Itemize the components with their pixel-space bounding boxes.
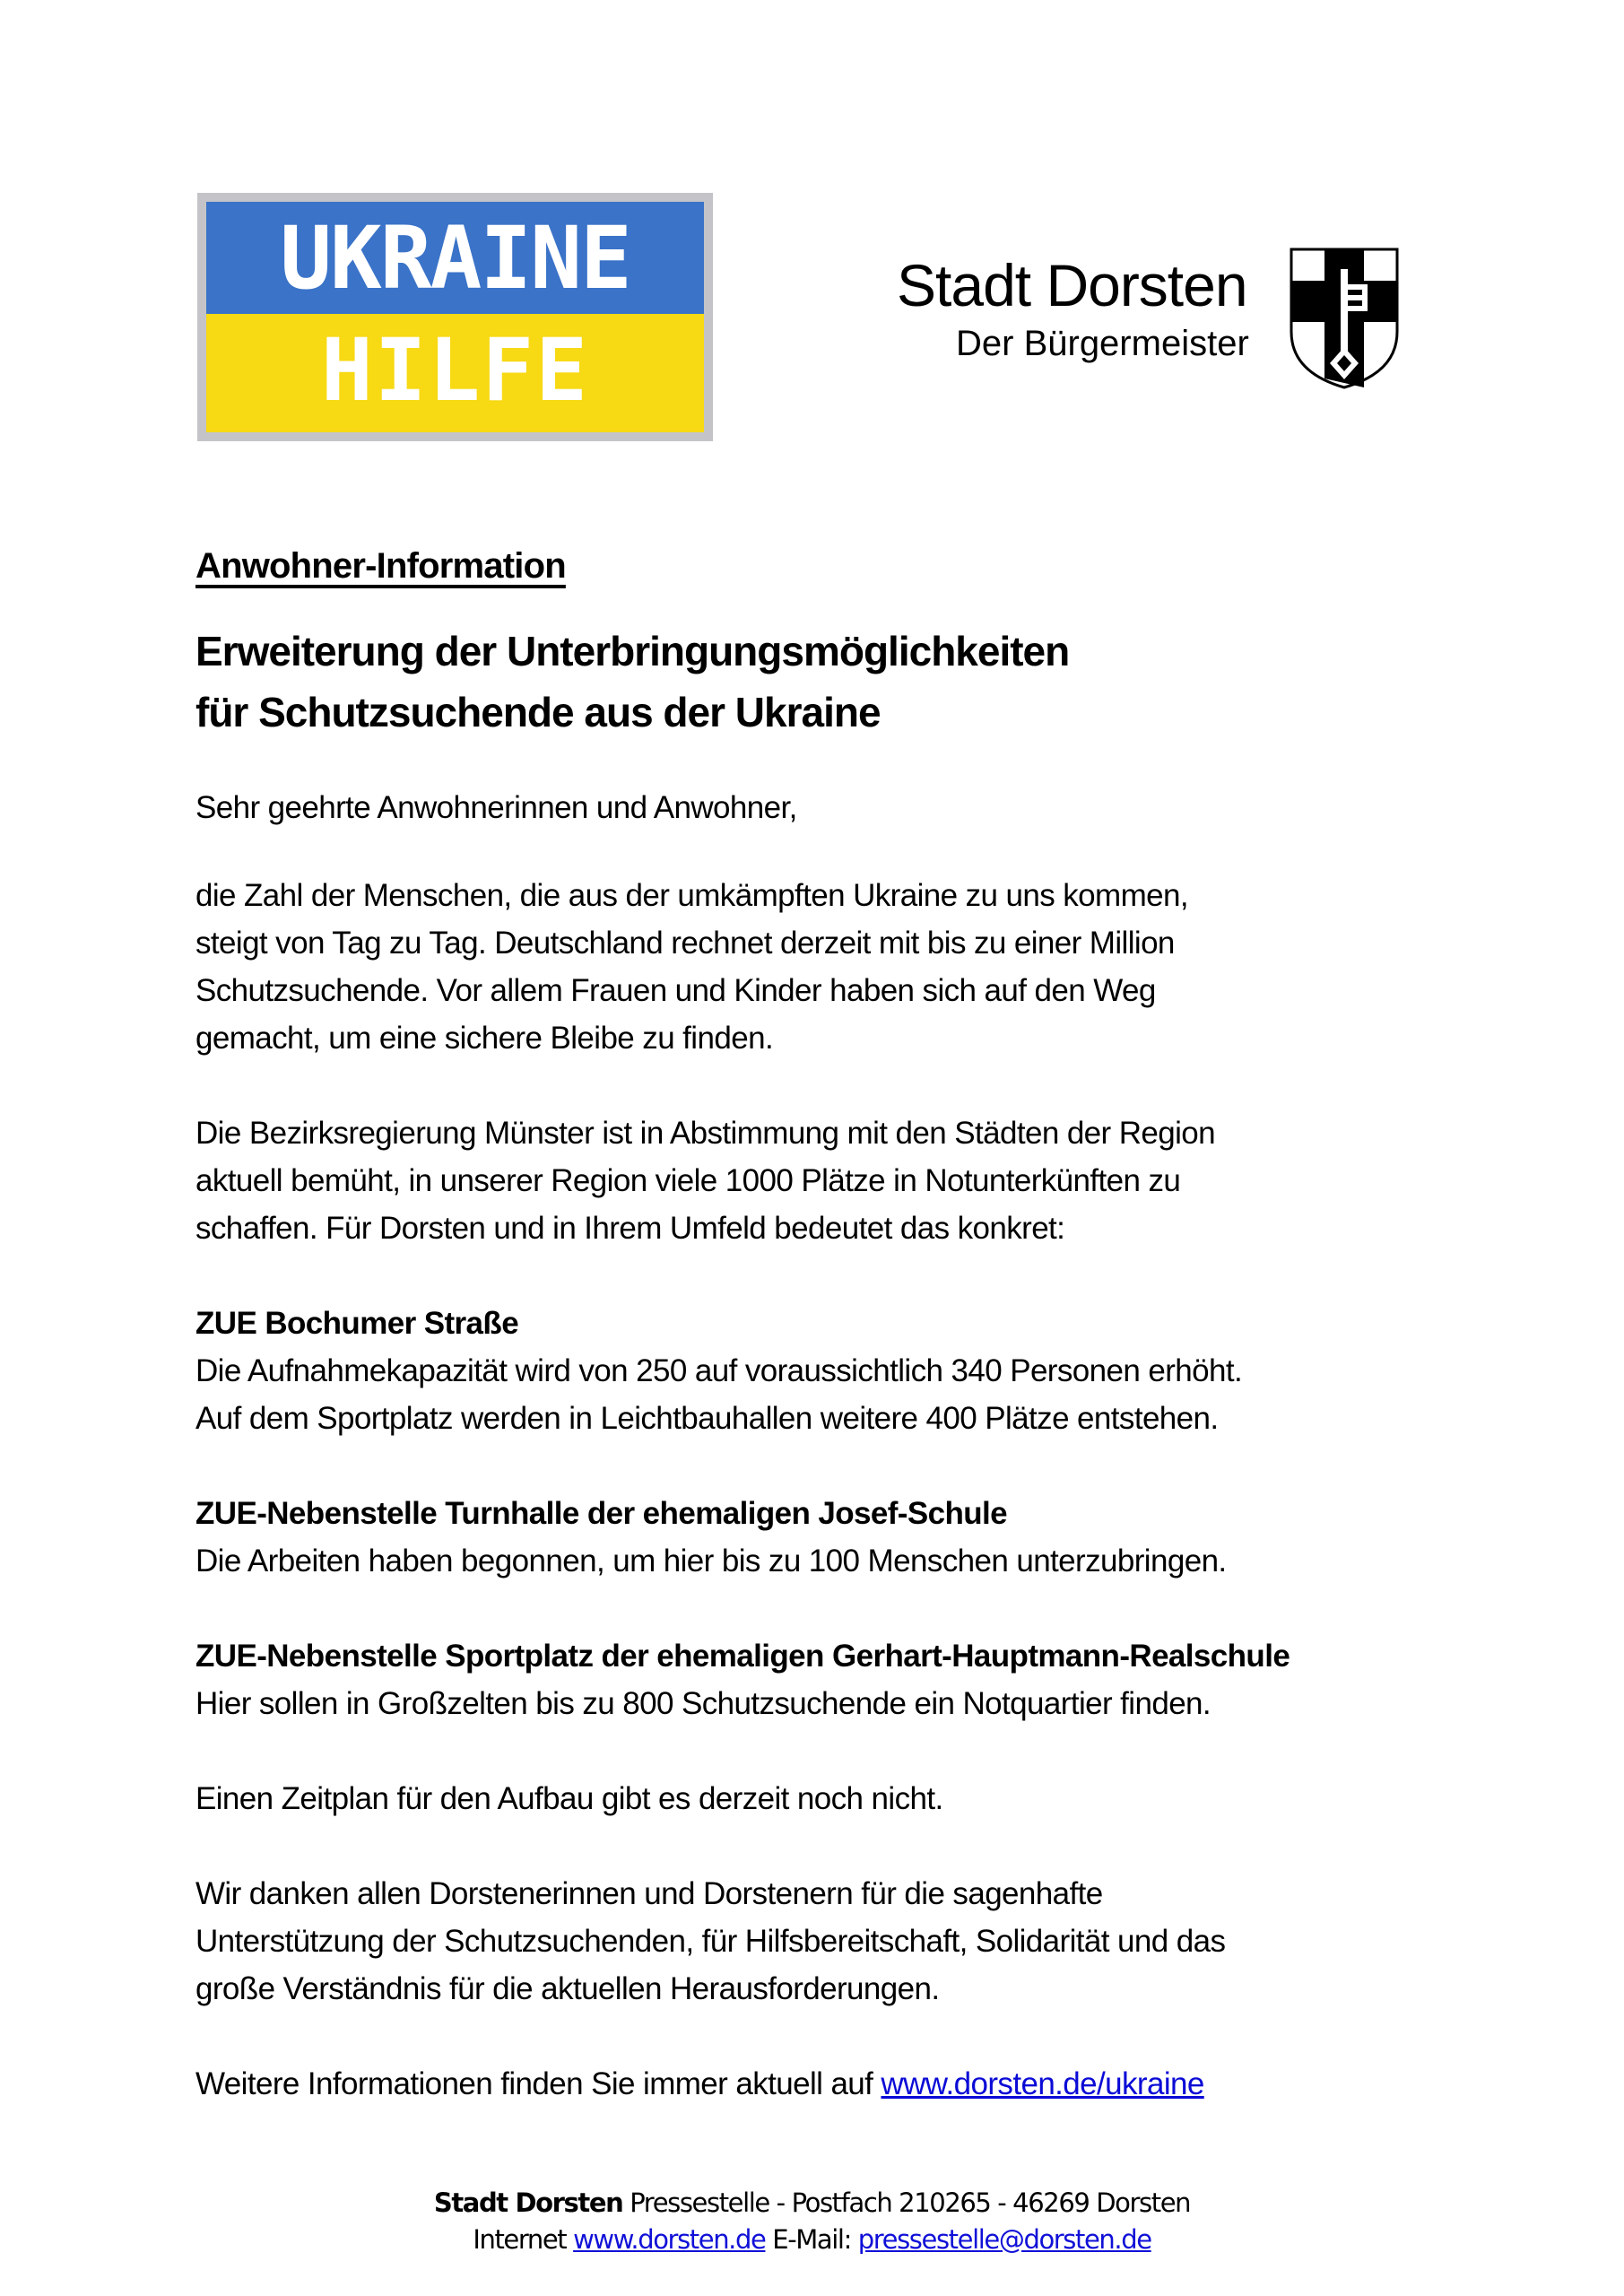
site-josef-schule — [195, 1490, 1227, 1585]
text-line: schaffen. Für Dorsten und in Ihrem Umfeld bedeutet das konkret: — [195, 1211, 1065, 1246]
footer-contact-line — [0, 2222, 1624, 2258]
site-gerhart-hauptmann-realschule — [195, 1632, 1290, 1727]
footer — [0, 2185, 1624, 2258]
text-line: gemacht, um eine sichere Bleibe zu finden. — [195, 1021, 774, 1056]
ukraine-info-link[interactable]: www.dorsten.de/ukraine — [881, 2066, 1204, 2101]
footer-internet-label: Internet — [473, 2224, 574, 2255]
paragraph-intro — [195, 872, 1188, 1062]
more-info-text: Weitere Informationen finden Sie immer aktuell auf — [195, 2066, 881, 2101]
footer-email-label: E-Mail: — [765, 2224, 858, 2255]
text-line: Schutzsuchende. Vor allem Frauen und Kinder haben sich auf den Weg — [195, 973, 1156, 1008]
city-name: Stadt Dorsten — [897, 252, 1247, 318]
text-line: Wir danken allen Dorstenerinnen und Dorstenern für die sagenhafte — [195, 1876, 1103, 1911]
schedule-note: Einen Zeitplan für den Aufbau gibt es derzeit noch nicht. — [195, 1781, 943, 1816]
paragraph-thanks — [195, 1870, 1225, 2013]
text-line: die Zahl der Menschen, die aus der umkämpften Ukraine zu uns kommen, — [195, 878, 1188, 913]
more-info — [195, 2060, 1204, 2108]
heading-line: Erweiterung der Unterbringungsmöglichkeiten — [195, 628, 1070, 674]
text-line: Auf dem Sportplatz werden in Leichtbauhallen weitere 400 Plätze entstehen. — [195, 1401, 1219, 1436]
paragraph-region — [195, 1109, 1215, 1252]
text-line: Die Bezirksregierung Münster ist in Abstimmung mit den Städten der Region — [195, 1116, 1216, 1151]
text-line: aktuell bemüht, in unserer Region viele 1000 Plätze in Notunterkünften zu — [195, 1163, 1181, 1198]
greeting: Sehr geehrte Anwohnerinnen und Anwohner, — [195, 790, 797, 825]
site-bochumer-strasse — [195, 1300, 1242, 1442]
footer-website-link[interactable]: www.dorsten.de — [573, 2224, 766, 2255]
text-line: Unterstützung der Schutzsuchenden, für Hilfsbereitschaft, Solidarität und das — [195, 1924, 1226, 1959]
site-title: ZUE Bochumer Straße — [195, 1306, 519, 1341]
footer-address-line — [0, 2185, 1624, 2222]
text-line: Die Arbeiten haben begonnen, um hier bis zu 100 Menschen unterzubringen. — [195, 1544, 1227, 1578]
ukraine-hilfe-logo — [197, 193, 713, 441]
document-label: Anwohner-Information — [195, 546, 566, 586]
document-heading — [195, 621, 1069, 743]
site-title: ZUE-Nebenstelle Turnhalle der ehemaligen Josef-Schule — [195, 1496, 1008, 1531]
footer-email-link[interactable]: pressestelle@dorsten.de — [857, 2224, 1151, 2255]
logo-text-hilfe: HILFE — [321, 320, 589, 421]
footer-org: Stadt Dorsten — [433, 2187, 623, 2218]
text-line: große Verständnis für die aktuellen Herausforderungen. — [195, 1971, 940, 2006]
text-line: steigt von Tag zu Tag. Deutschland rechnet derzeit mit bis zu einer Million — [195, 926, 1175, 961]
footer-address: Pressestelle - Postfach 210265 - 46269 Dorsten — [622, 2187, 1191, 2218]
city-subtitle: Der Bürgermeister — [956, 324, 1249, 363]
site-title: ZUE-Nebenstelle Sportplatz der ehemaligen Gerhart-Hauptmann-Realschule — [195, 1639, 1290, 1674]
heading-line: für Schutzsuchende aus der Ukraine — [195, 689, 881, 735]
text-line: Die Aufnahmekapazität wird von 250 auf voraussichtlich 340 Personen erhöht. — [195, 1353, 1243, 1388]
logo-text-ukraine: UKRAINE — [280, 208, 630, 309]
coat-of-arms-icon — [1289, 247, 1400, 390]
text-line: Hier sollen in Großzelten bis zu 800 Schutzsuchende ein Notquartier finden. — [195, 1686, 1211, 1721]
